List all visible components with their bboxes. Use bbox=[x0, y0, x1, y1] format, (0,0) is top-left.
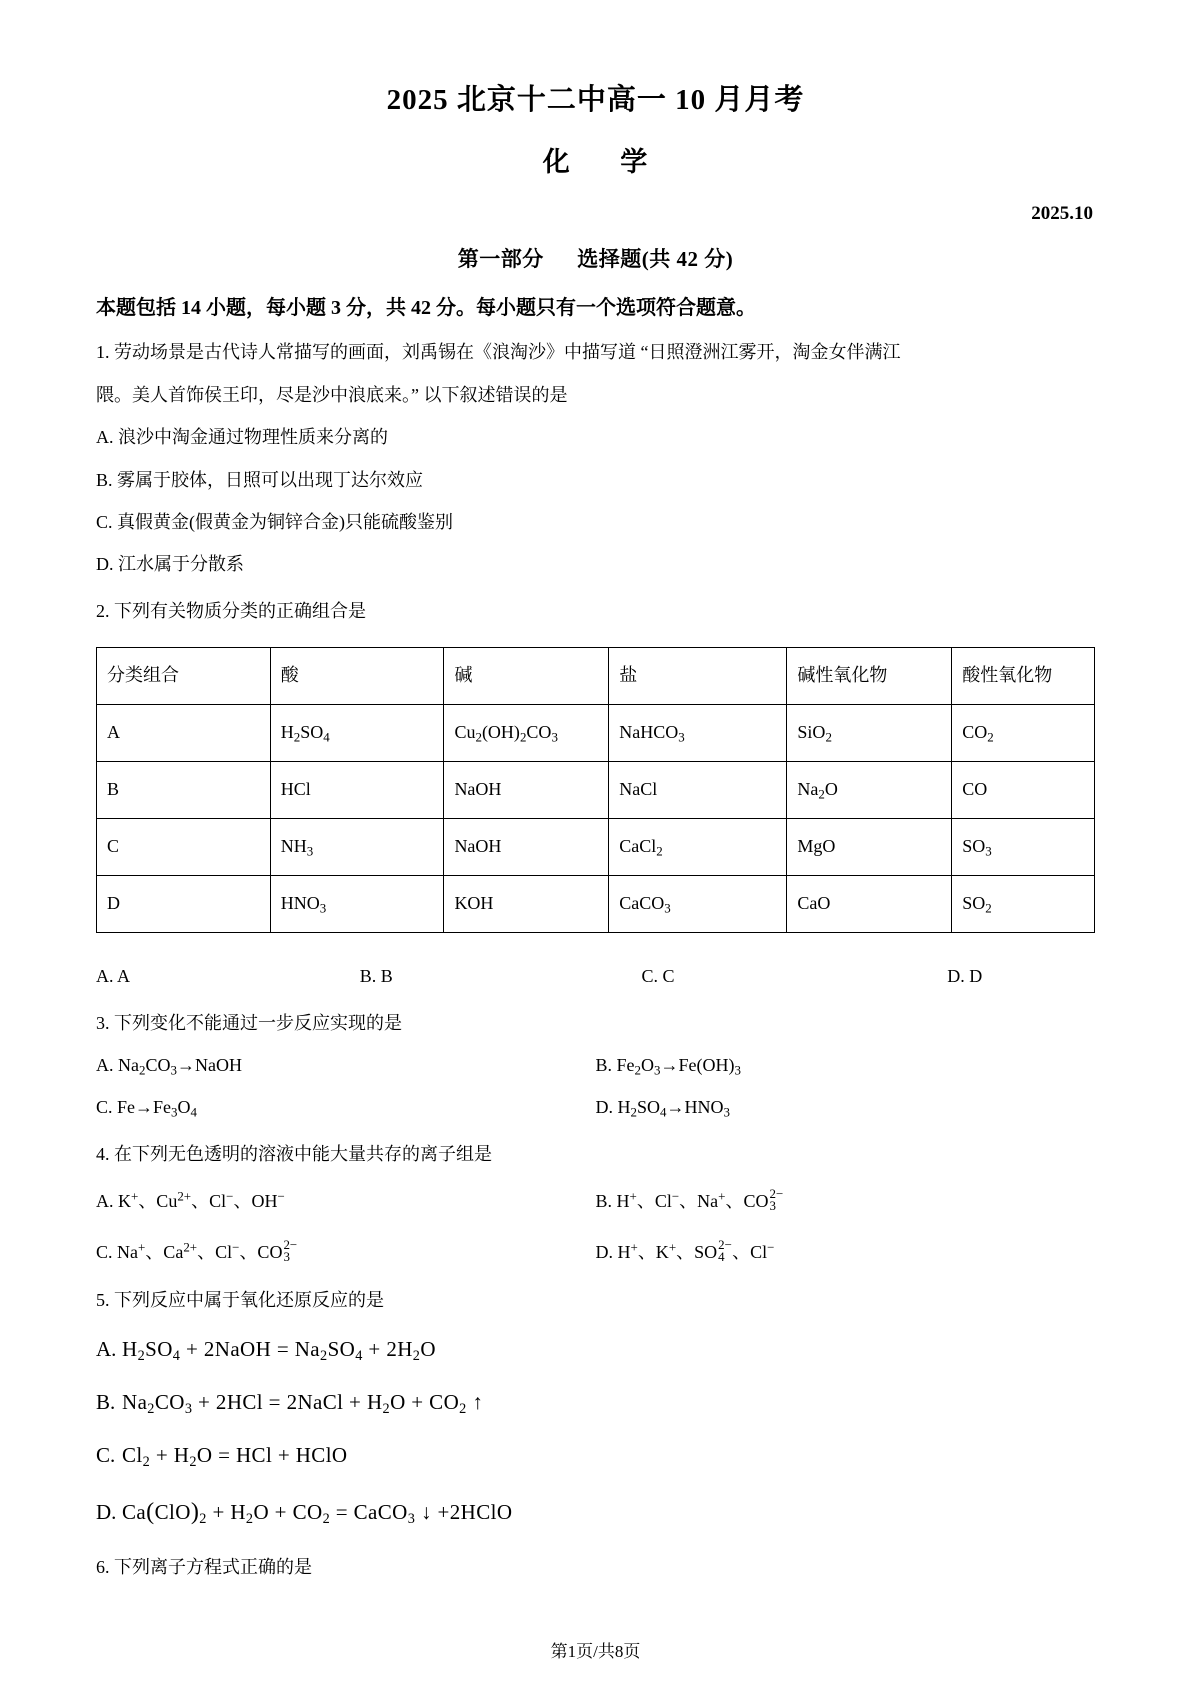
question-4-option-a[interactable]: A. K+、$Cu^{2+}$、Cl−、OH− bbox=[96, 1188, 285, 1212]
table-header-acidic-oxide: 酸性氧化物 bbox=[952, 647, 1095, 704]
row-d-salt: CaCO$_3$ bbox=[609, 875, 787, 932]
table-header-salt: 盐 bbox=[609, 647, 787, 704]
row-c-salt: CaCl$_2$ bbox=[609, 818, 787, 875]
row-c-group: C bbox=[97, 818, 271, 875]
section-part-name: 选择题(共 42 分) bbox=[577, 247, 734, 272]
row-a-acid: $H_2SO_4$ bbox=[270, 704, 444, 761]
exam-date: 2025.10 bbox=[1031, 203, 1093, 225]
question-6-stem: 6. 下列离子方程式正确的是 bbox=[96, 1557, 312, 1578]
row-a-acidic-oxide: $CO_2$ bbox=[952, 704, 1095, 761]
question-1-option-d[interactable]: D. 江水属于分散系 bbox=[96, 553, 244, 574]
row-d-acidic-oxide: $SO_2$ bbox=[952, 875, 1095, 932]
question-1-option-a[interactable]: A. 浪沙中淘金通过物理性质来分离的 bbox=[96, 427, 388, 448]
question-4-option-b[interactable]: B. H+、Cl−、Na+、CO 2− 3 bbox=[595, 1186, 784, 1214]
row-a-basic-oxide: SiO$_2$ bbox=[787, 704, 952, 761]
question-2-options bbox=[96, 933, 1095, 994]
question-3-option-c[interactable]: C. $Fe\to Fe_3O_4$ bbox=[96, 1097, 197, 1120]
question-2-option-b[interactable]: B. B bbox=[359, 965, 393, 986]
table-row bbox=[97, 818, 1095, 875]
instructions-line: 本题包括 14 小题，每小题 3 分，共 42 分。每小题只有一个选项符合题意。 bbox=[96, 297, 756, 320]
table-header-basic-oxide: 碱性氧化物 bbox=[787, 647, 952, 704]
question-3-stem: 3. 下列变化不能通过一步反应实现的是 bbox=[96, 1013, 402, 1033]
row-b-acid: HCl bbox=[270, 761, 444, 818]
question-3-options-row-2 bbox=[96, 1083, 1095, 1125]
section-part-label: 第一部分 bbox=[457, 247, 544, 272]
table-header-group: 分类组合 bbox=[97, 647, 271, 704]
row-d-base: KOH bbox=[444, 875, 609, 932]
row-b-group: B bbox=[97, 761, 271, 818]
question-3-option-b[interactable]: B. $Fe_2O_3\to Fe(OH)_3$ bbox=[595, 1055, 741, 1078]
question-4-options-row-1 bbox=[96, 1172, 1095, 1219]
row-b-base: NaOH bbox=[444, 761, 609, 818]
table-row bbox=[97, 704, 1095, 761]
row-c-acid: $NH_3$ bbox=[270, 818, 444, 875]
question-1-option-b[interactable]: B. 雾属于胶体，日照可以出现丁达尔效应 bbox=[96, 469, 424, 490]
row-b-basic-oxide: $Na_2O$ bbox=[787, 761, 952, 818]
question-2-option-c[interactable]: C. C bbox=[641, 965, 675, 986]
question-4-stem: 4. 在下列无色透明的溶液中能大量共存的离子组是 bbox=[96, 1144, 492, 1165]
row-c-acidic-oxide: $SO_3$ bbox=[952, 818, 1095, 875]
question-5-stem: 5. 下列反应中属于氧化还原反应的是 bbox=[96, 1289, 384, 1310]
classification-table bbox=[96, 647, 1095, 933]
question-5-option-a[interactable]: A. $H_2SO_4$ + 2NaOH = $Na_2SO_4 + 2H_2O$ bbox=[96, 1336, 436, 1364]
question-1-stem-line-1: 1. 劳动场景是古代诗人常描写的画面，刘禹锡在《浪淘沙》中描写道 “日照澄洲江雾开，淘金女伴满江 bbox=[96, 342, 901, 363]
row-c-basic-oxide: MgO bbox=[787, 818, 952, 875]
table-header-row bbox=[97, 647, 1095, 704]
row-d-basic-oxide: CaO bbox=[787, 875, 952, 932]
row-d-acid: $HNO_3$ bbox=[270, 875, 444, 932]
row-d-group: D bbox=[97, 875, 271, 932]
question-3-option-a[interactable]: A. $Na_2CO_3\to NaOH$ bbox=[96, 1055, 242, 1078]
row-a-base: $Cu_2(OH)_2CO_3$ bbox=[444, 704, 609, 761]
question-4-option-d[interactable]: D. H+、K+、SO 2− 4 、Cl− bbox=[595, 1237, 775, 1265]
section-heading bbox=[96, 225, 1095, 273]
question-5-option-b[interactable]: B. $Na_2CO_3 + 2HCl$ = 2NaCl + $H_2O + CO_2$ ↑ bbox=[96, 1389, 484, 1417]
table-header-acid: 酸 bbox=[270, 647, 444, 704]
question-5-option-c[interactable]: C. $Cl_2 + H_2O$ = HCl + HClO bbox=[96, 1442, 348, 1470]
question-4-option-c[interactable]: C. Na+、$Ca^{2+}$、Cl−、CO 2− 3 bbox=[96, 1237, 298, 1265]
table-row bbox=[97, 761, 1095, 818]
question-4-options-row-2 bbox=[96, 1219, 1095, 1270]
question-1-option-c[interactable]: C. 真假黄金(假黄金为铜锌合金)只能硫酸鉴别 bbox=[96, 511, 453, 532]
question-3-options-row-1 bbox=[96, 1041, 1095, 1083]
row-a-group: A bbox=[97, 704, 271, 761]
table-header-base: 碱 bbox=[444, 647, 609, 704]
question-1-stem-line-2: 隈。美人首饰侯王印，尽是沙中浪底来。” 以下叙述错误的是 bbox=[96, 385, 568, 406]
row-b-acidic-oxide: CO bbox=[952, 761, 1095, 818]
row-b-salt: NaCl bbox=[609, 761, 787, 818]
table-row bbox=[97, 875, 1095, 932]
subject-char-2: 学 bbox=[620, 147, 649, 178]
row-a-salt: NaHCO$_3$ bbox=[609, 704, 787, 761]
question-2-option-a[interactable]: A. A bbox=[96, 965, 131, 986]
subject-char-1: 化 bbox=[542, 147, 571, 178]
page-footer: 第1页/共8页 bbox=[550, 1642, 641, 1661]
question-2-option-d[interactable]: D. D bbox=[947, 965, 983, 986]
question-5-option-d[interactable]: D. $Ca(ClO)_2 + H_2O + CO_2$ = CaCO$_3$ ↓ +2HClO bbox=[96, 1497, 513, 1527]
subject-title bbox=[96, 118, 1095, 179]
classification-table-body bbox=[97, 647, 1095, 932]
question-2-stem: 2. 下列有关物质分类的正确组合是 bbox=[96, 600, 366, 621]
page-title: 2025 北京十二中高一 10 月月考 bbox=[386, 84, 805, 116]
row-c-base: NaOH bbox=[444, 818, 609, 875]
question-3-option-d[interactable]: D. $H_2SO_4\to HNO_3$ bbox=[595, 1097, 730, 1120]
